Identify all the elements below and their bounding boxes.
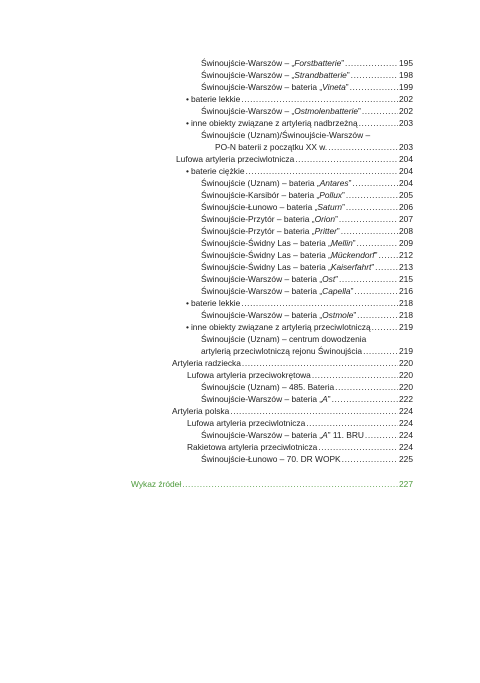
toc-entry-title: Świnoujście-Warszów – bateria „A” 11. BRU bbox=[201, 430, 364, 440]
toc-entry bbox=[186, 165, 413, 177]
dot-leader bbox=[318, 441, 398, 453]
dot-leader bbox=[241, 297, 398, 309]
toc-entry-title: Świnoujście (Uznam) – bateria „Antares” bbox=[201, 178, 352, 188]
toc-entry bbox=[187, 417, 413, 429]
toc-page-number: 213 bbox=[399, 262, 413, 272]
toc-entry-title: Świnoujście-Warszów – bateria „Ostmole” bbox=[201, 310, 357, 320]
toc-entry-title: Świnoujście-Łunowo – bateria „Saturn” bbox=[201, 202, 345, 212]
dot-leader bbox=[182, 478, 398, 490]
toc-entry-title: Świnoujście-Warszów – bateria „Ost” bbox=[201, 274, 338, 284]
toc-entry bbox=[201, 189, 413, 201]
toc-entry-title: Lufowa artyleria przeciwlotnicza bbox=[176, 154, 295, 164]
toc-entry-title: Świnoujście-Warszów – „Strandbatterie” bbox=[201, 70, 350, 80]
toc-page-number: 204 bbox=[399, 166, 413, 176]
toc-entry-title: • baterie lekkie bbox=[186, 298, 241, 308]
toc-entry bbox=[172, 405, 413, 417]
dot-leader bbox=[363, 345, 398, 357]
dot-leader bbox=[375, 261, 398, 273]
dot-leader bbox=[352, 177, 398, 189]
dot-leader bbox=[230, 405, 398, 417]
toc-page-number: 219 bbox=[399, 346, 413, 356]
bullet-icon: • bbox=[186, 322, 189, 332]
dot-leader bbox=[357, 237, 398, 249]
toc-entry bbox=[201, 333, 413, 345]
toc-entry-title: artylerią przeciwlotniczą rejonu Świnoujścia bbox=[201, 346, 363, 356]
toc-page-number: 199 bbox=[399, 82, 413, 92]
toc-entry-title: • inne obiekty związane z artylerią przeciwlotniczą bbox=[186, 322, 371, 332]
dot-leader bbox=[362, 105, 398, 117]
toc-page-number: 220 bbox=[399, 358, 413, 368]
toc-page-number: 207 bbox=[399, 214, 413, 224]
toc-entry bbox=[201, 285, 413, 297]
toc-entry bbox=[201, 57, 413, 69]
toc-page-number: 219 bbox=[399, 322, 413, 332]
dot-leader bbox=[365, 429, 398, 441]
toc-entry bbox=[201, 81, 413, 93]
toc-entry-title: Artyleria radziecka bbox=[172, 358, 241, 368]
dot-leader bbox=[339, 273, 398, 285]
toc-entry bbox=[201, 249, 413, 261]
dot-leader bbox=[354, 285, 398, 297]
dot-leader bbox=[335, 381, 398, 393]
toc-entry-title: Świnoujście-Świdny Las – bateria „Mellin” bbox=[201, 238, 356, 248]
toc-entry-title: Świnoujście-Łunowo – 70. DR WOPK bbox=[201, 454, 341, 464]
toc-page-number: 218 bbox=[399, 298, 413, 308]
toc-page-number: 205 bbox=[399, 190, 413, 200]
toc-entry bbox=[201, 309, 413, 321]
toc-entry-title: Świnoujście-Świdny Las – bateria „Kaiserfahrt” bbox=[201, 262, 375, 272]
toc-entry-title: Świnoujście-Warszów – bateria „Capella” bbox=[201, 286, 354, 296]
toc-entry-title: Artyleria polska bbox=[172, 406, 230, 416]
toc-page-number: 227 bbox=[399, 479, 413, 489]
toc-entry-sources bbox=[131, 478, 413, 490]
toc-entry-title: • baterie lekkie bbox=[186, 94, 241, 104]
toc-page-number: 220 bbox=[399, 370, 413, 380]
toc-entry-title: Wykaz źródeł bbox=[131, 479, 182, 489]
toc-entry bbox=[186, 297, 413, 309]
toc-page-number: 212 bbox=[399, 250, 413, 260]
toc-entry-title: PO-N baterii z początku XX w. bbox=[215, 142, 328, 152]
dot-leader bbox=[341, 225, 398, 237]
dot-leader bbox=[357, 309, 398, 321]
toc-entry bbox=[201, 273, 413, 285]
toc-entry bbox=[201, 129, 413, 141]
toc-page-number: 225 bbox=[399, 454, 413, 464]
toc-entry bbox=[186, 321, 413, 333]
toc-entry-title: • inne obiekty związane z artylerią nadbrzeżną bbox=[186, 118, 358, 128]
toc-entry-title: Świnoujście-Warszów – bateria „Vineta” bbox=[201, 82, 349, 92]
toc-entry-title: • baterie ciężkie bbox=[186, 166, 245, 176]
toc-page-number: 209 bbox=[399, 238, 413, 248]
toc-entry bbox=[201, 105, 413, 117]
toc-entry-title: Świnoujście-Warszów – „Forstbatterie” bbox=[201, 58, 345, 68]
toc-entry-title: Świnoujście-Warszów – bateria „A” bbox=[201, 394, 331, 404]
bullet-icon: • bbox=[186, 118, 189, 128]
toc-entry-title: Rakietowa artyleria przeciwlotnicza bbox=[187, 442, 318, 452]
toc-page-number: 224 bbox=[399, 418, 413, 428]
dot-leader bbox=[346, 201, 398, 213]
dot-leader bbox=[359, 117, 398, 129]
toc-entry bbox=[201, 177, 413, 189]
toc-entry bbox=[215, 141, 413, 153]
toc-entry bbox=[201, 429, 413, 441]
toc-page-number: 224 bbox=[399, 430, 413, 440]
toc-entry-title: Lufowa artyleria przeciwokrętowa bbox=[187, 370, 311, 380]
dot-leader bbox=[339, 213, 398, 225]
toc-entry bbox=[201, 201, 413, 213]
toc-entry bbox=[201, 381, 413, 393]
dot-leader bbox=[306, 417, 398, 429]
toc-entry bbox=[186, 117, 413, 129]
toc-page-number: 198 bbox=[399, 70, 413, 80]
toc-page-number: 218 bbox=[399, 310, 413, 320]
dot-leader bbox=[328, 141, 398, 153]
toc-page-number: 216 bbox=[399, 286, 413, 296]
toc-entry-title: Świnoujście-Świdny Las – bateria „Mückendorf” bbox=[201, 250, 378, 260]
toc-page-number: 204 bbox=[399, 154, 413, 164]
dot-leader bbox=[346, 189, 398, 201]
dot-leader bbox=[345, 57, 398, 69]
dot-leader bbox=[372, 321, 398, 333]
dot-leader bbox=[245, 165, 398, 177]
toc-entry-title: Świnoujście-Przytór – bateria „Pritter” bbox=[201, 226, 340, 236]
toc-entry-title: Świnoujście (Uznam)/Świnoujście-Warszów – bbox=[201, 130, 371, 140]
dot-leader bbox=[241, 93, 398, 105]
toc-page-number: 202 bbox=[399, 94, 413, 104]
toc-entry-title: Świnoujście-Przytór – bateria „Orion” bbox=[201, 214, 338, 224]
toc-entry bbox=[201, 237, 413, 249]
toc-entry bbox=[172, 357, 413, 369]
toc-entry bbox=[201, 69, 413, 81]
dot-leader bbox=[342, 453, 398, 465]
toc-entry bbox=[187, 369, 413, 381]
toc-entry bbox=[186, 93, 413, 105]
toc-entry bbox=[187, 441, 413, 453]
dot-leader bbox=[378, 249, 398, 261]
toc-page-number: 195 bbox=[399, 58, 413, 68]
toc-page-number: 224 bbox=[399, 442, 413, 452]
dot-leader bbox=[351, 69, 398, 81]
dot-leader bbox=[242, 357, 398, 369]
toc-entry bbox=[201, 453, 413, 465]
toc-entry-title: Świnoujście (Uznam) – centrum dowodzenia bbox=[201, 334, 367, 344]
toc-entry-title: Świnoujście-Warszów – „Ostmolenbatterie” bbox=[201, 106, 361, 116]
toc-entry-title: Świnoujście-Karsibór – bateria „Pollux” bbox=[201, 190, 345, 200]
toc-page-number: 208 bbox=[399, 226, 413, 236]
toc-page-number: 222 bbox=[399, 394, 413, 404]
bullet-icon: • bbox=[186, 166, 189, 176]
toc-entry-title: Świnoujście (Uznam) – 485. Bateria bbox=[201, 382, 335, 392]
toc-page-number: 204 bbox=[399, 178, 413, 188]
dot-leader bbox=[332, 393, 398, 405]
toc-entry bbox=[201, 225, 413, 237]
toc-page-number: 202 bbox=[399, 106, 413, 116]
toc-page-number: 215 bbox=[399, 274, 413, 284]
toc-entry bbox=[201, 261, 413, 273]
toc-entry bbox=[176, 153, 413, 165]
bullet-icon: • bbox=[186, 298, 189, 308]
toc-page-number: 203 bbox=[399, 118, 413, 128]
toc-page-number: 224 bbox=[399, 406, 413, 416]
bullet-icon: • bbox=[186, 94, 189, 104]
toc-entry bbox=[201, 393, 413, 405]
toc-page-number: 203 bbox=[399, 142, 413, 152]
toc-page-number: 220 bbox=[399, 382, 413, 392]
toc-entry-title: Lufowa artyleria przeciwlotnicza bbox=[187, 418, 306, 428]
toc-entry bbox=[201, 213, 413, 225]
dot-leader bbox=[312, 369, 398, 381]
dot-leader bbox=[350, 81, 398, 93]
toc-page-number: 206 bbox=[399, 202, 413, 212]
dot-leader bbox=[295, 153, 398, 165]
toc-entry bbox=[201, 345, 413, 357]
